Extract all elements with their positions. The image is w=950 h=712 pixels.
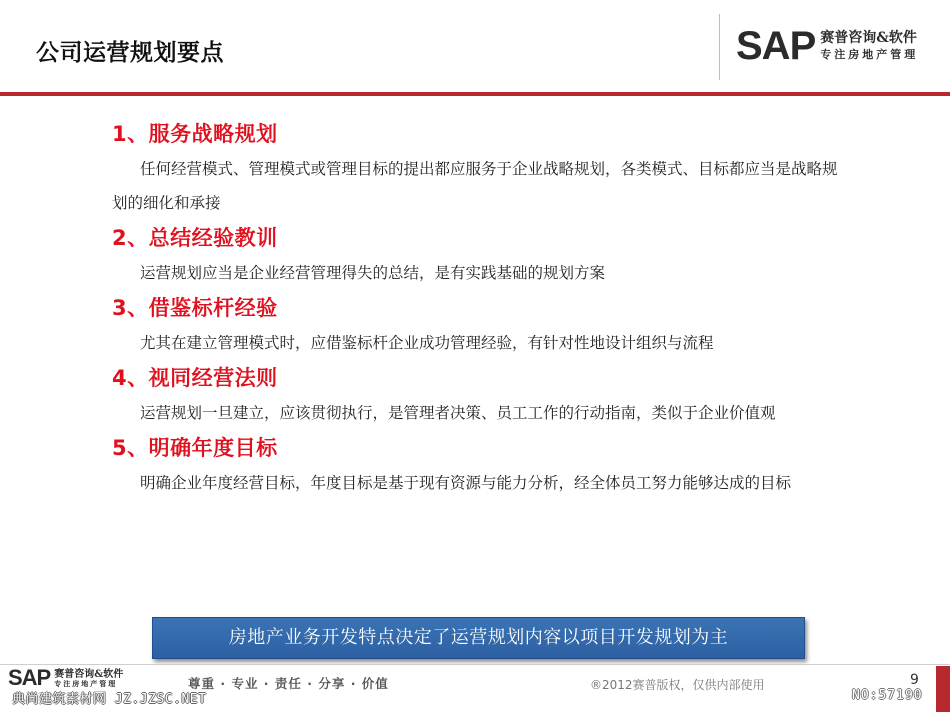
header-divider [719,14,720,80]
watermark-right: NO:57190 [852,688,923,703]
logo-text [820,31,918,60]
summary-banner: 房地产业务开发特点决定了运营规划内容以项目开发规划为主 [152,617,805,659]
footer-logo [8,667,123,689]
section-body: 运营规划应当是企业经营管理得失的总结，是有实践基础的规划方案 [140,264,606,282]
logo-name: 赛普咨询&软件 [820,30,917,47]
footer-motto: 尊重 · 专业 · 责任 · 分享 · 价值 [188,676,389,691]
section-body: 尤其在建立管理模式时，应借鉴标杆企业成功管理经验，有针对性地设计组织与流程 [140,334,714,352]
section-heading: 5、明确年度目标 [112,436,278,460]
section-body: 任何经营模式、管理模式或管理目标的提出都应服务于企业战略规划，各类模式、目标都应当是战略规划的细化和承接 [112,160,838,212]
header-logo [736,26,918,66]
section-heading: 2、总结经验教训 [112,226,278,250]
header-red-rule [0,92,950,96]
footer-copyright: ®2012赛普版权，仅供内部使用 [590,678,765,692]
section [112,116,847,220]
logo-text [54,670,123,687]
section [112,290,847,360]
page-number: 9 [910,672,919,688]
slide-content [112,116,847,500]
logo-slogan: 专注房地产管理 [820,47,919,61]
section [112,360,847,430]
section-heading: 4、视同经营法则 [112,366,278,390]
section-heading: 3、借鉴标杆经验 [112,296,278,320]
logo-mark: SAP [736,24,816,68]
logo-mark: SAP [8,665,51,690]
logo-name: 赛普咨询&软件 [54,668,124,680]
slide-header [0,0,950,92]
logo-slogan: 专注房地产管理 [54,678,118,688]
watermark-left: 典尚建筑素材网 JZ.JZSC.NET [12,692,207,707]
slide-title: 公司运营规划要点 [36,40,224,66]
section-heading: 1、服务战略规划 [112,122,278,146]
section [112,430,847,500]
section-body: 运营规划一旦建立，应该贯彻执行，是管理者决策、员工工作的行动指南，类似于企业价值观 [140,404,776,422]
section-body: 明确企业年度经营目标，年度目标是基于现有资源与能力分析，经全体员工努力能够达成的目标 [140,474,792,492]
corner-accent [936,666,950,712]
section [112,220,847,290]
footer-divider [0,664,950,665]
